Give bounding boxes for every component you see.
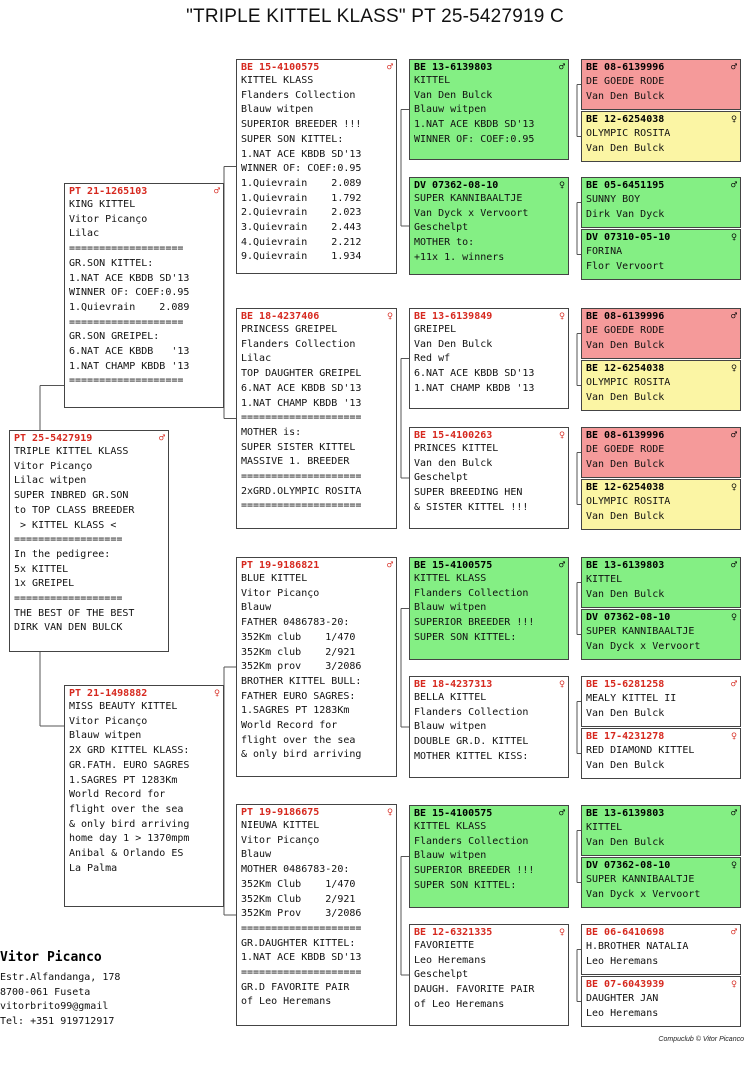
pedigree-box-mm: [236, 804, 397, 1026]
box-line: flight over the sea: [241, 734, 356, 746]
copyright-note: Compuclub © Vitor Picanco: [658, 1036, 744, 1043]
box-line: SUPER SON KITTEL:: [414, 631, 517, 643]
box-line: Lilac witpen: [14, 475, 87, 487]
box-header: [69, 185, 220, 198]
box-line: 4.Quievrain 2.212: [241, 236, 362, 248]
box-line: 2.Quievrain 2.023: [241, 207, 362, 219]
box-line: World Record for: [69, 789, 166, 801]
box-line: Blauw witpen: [414, 104, 487, 116]
ring-number: BE 08-6139996: [586, 62, 665, 73]
box-line: 352Km club 2/921: [241, 646, 356, 658]
box-header: [414, 310, 565, 323]
box-line: Van Den Bulck: [586, 91, 665, 102]
box-line: ====================: [241, 922, 362, 934]
box-line: 1.NAT ACE KBDB SD'13: [69, 272, 190, 284]
box-header: [586, 310, 737, 323]
ring-number: BE 12-6254038: [586, 363, 665, 374]
ring-number: BE 13-6139803: [586, 560, 665, 571]
pedigree-box-g13: [581, 805, 741, 856]
female-icon: ♀: [213, 688, 220, 699]
pedigree-box-g11: [581, 676, 741, 727]
box-line: 6.NAT ACE KBDB SD'13: [241, 382, 362, 394]
box-header: [586, 978, 737, 991]
pedigree-box-father: [64, 183, 224, 408]
ring-number: DV 07362-08-10: [586, 612, 671, 623]
box-header: [414, 61, 565, 74]
male-icon: ♂: [730, 180, 737, 191]
box-line: > KITTEL KLASS <: [14, 519, 117, 531]
box-line: MASSIVE 1. BREEDER: [241, 456, 350, 468]
box-line: NIEUWA KITTEL: [241, 820, 320, 831]
box-line: 5x KITTEL: [14, 563, 69, 575]
female-icon: ♀: [730, 612, 737, 623]
box-line: 1.NAT ACE KBDB SD'13: [241, 952, 362, 964]
box-line: World Record for: [241, 720, 338, 732]
box-header: [586, 807, 737, 820]
box-line: ====================: [241, 500, 362, 512]
box-line: Red wf: [414, 353, 451, 365]
box-line: Geschelpt: [414, 222, 469, 234]
box-header: [586, 678, 737, 691]
box-line: Van Den Bulck: [586, 511, 665, 522]
ring-number: BE 15-4100263: [414, 430, 493, 441]
ring-number: DV 07362-08-10: [586, 860, 671, 871]
box-header: [241, 310, 393, 323]
owner-address: Estr.Alfandanga, 178: [0, 972, 121, 983]
box-line: Vitor Picanço: [241, 587, 320, 599]
box-line: ====================: [241, 967, 362, 979]
box-line: & only bird arriving: [241, 749, 362, 761]
box-line: Vitor Picanço: [241, 834, 320, 846]
box-line: MOTHER 0486783-20:: [241, 864, 350, 876]
box-line: BELLA KITTEL: [414, 692, 487, 703]
box-line: 352Km Prov 3/2086: [241, 908, 362, 920]
box-line: ==================: [14, 534, 123, 546]
ring-number: PT 21-1265103: [69, 186, 148, 197]
male-icon: ♂: [730, 679, 737, 690]
box-line: DE GOEDE RODE: [586, 325, 665, 336]
female-icon: ♀: [558, 311, 565, 322]
pedigree-box-g12: [581, 728, 741, 779]
box-line: WINNER OF: COEF:0.95: [414, 133, 535, 145]
box-line: TOP DAUGHTER GREIPEL: [241, 368, 362, 380]
pedigree-box-ff: [236, 59, 397, 274]
female-icon: ♀: [730, 482, 737, 493]
box-header: [414, 179, 565, 192]
box-line: 1.NAT ACE KBDB SD'13: [241, 148, 362, 160]
ring-number: BE 13-6139803: [586, 808, 665, 819]
box-line: DOUBLE GR.D. KITTEL: [414, 736, 529, 748]
box-header: [241, 61, 393, 74]
box-line: 1.NAT CHAMP KBDB '13: [69, 360, 190, 372]
box-line: Vitor Picanço: [69, 213, 148, 225]
box-line: Van Dyck x Vervoort: [414, 207, 529, 219]
box-line: GR.FATH. EURO SAGRES: [69, 759, 190, 771]
box-line: +11x 1. winners: [414, 251, 505, 263]
female-icon: ♀: [386, 807, 393, 818]
box-line: GREIPEL: [414, 324, 457, 335]
box-line: H.BROTHER NATALIA: [586, 941, 689, 952]
box-line: 1x GREIPEL: [14, 578, 75, 590]
ring-number: PT 21-1498882: [69, 688, 148, 699]
box-line: 1.Quievrain 2.089: [241, 177, 362, 189]
female-icon: ♀: [730, 860, 737, 871]
box-line: home day 1 > 1370mpm: [69, 833, 190, 845]
box-line: 352Km club 1/470: [241, 631, 356, 643]
box-line: Lilac: [241, 353, 272, 365]
box-line: MEALY KITTEL II: [586, 693, 677, 704]
box-line: 6.NAT ACE KBDB '13: [69, 346, 190, 358]
male-icon: ♂: [213, 186, 220, 197]
pedigree-box-fmf: [409, 308, 569, 409]
pedigree-box-g16: [581, 976, 741, 1027]
box-line: OLYMPIC ROSITA: [586, 377, 671, 388]
box-line: GR.D FAVORITE PAIR: [241, 981, 350, 993]
ring-number: BE 12-6254038: [586, 482, 665, 493]
female-icon: ♀: [558, 679, 565, 690]
box-line: Vitor Picanço: [69, 715, 148, 727]
male-icon: ♂: [730, 927, 737, 938]
box-line: KITTEL: [586, 574, 623, 585]
box-line: MOTHER KITTEL KISS:: [414, 750, 529, 762]
pedigree-box-g1: [581, 59, 741, 110]
box-line: KING KITTEL: [69, 199, 136, 210]
pedigree-box-g8: [581, 479, 741, 530]
box-header: [241, 559, 393, 572]
box-line: SUNNY BOY: [586, 194, 641, 205]
box-header: [586, 730, 737, 743]
box-line: In the pedigree:: [14, 548, 111, 560]
ring-number: BE 13-6139803: [414, 62, 493, 73]
box-line: Blauw witpen: [241, 104, 314, 116]
pedigree-box-mmm: [409, 924, 569, 1026]
box-line: 1.NAT CHAMP KBDB '13: [241, 397, 362, 409]
male-icon: ♂: [558, 808, 565, 819]
box-header: [414, 926, 565, 939]
box-line: GR.DAUGHTER KITTEL:: [241, 937, 356, 949]
box-header: [414, 559, 565, 572]
male-icon: ♂: [386, 62, 393, 73]
box-line: DIRK VAN DEN BULCK: [14, 622, 123, 634]
box-line: KITTEL KLASS: [414, 821, 487, 832]
pedigree-box-g7: [581, 427, 741, 478]
box-line: 1.SAGRES PT 1283Km: [69, 774, 178, 786]
box-line: of Leo Heremans: [241, 996, 332, 1008]
box-line: SUPER SON KITTEL:: [414, 879, 517, 891]
box-line: ===================: [69, 375, 184, 387]
box-line: Van Dyck x Vervoort: [586, 641, 701, 652]
box-line: SUPER BREEDING HEN: [414, 487, 523, 499]
box-line: & SISTER KITTEL !!!: [414, 501, 529, 513]
ring-number: BE 17-4231278: [586, 731, 665, 742]
ring-number: BE 12-6254038: [586, 114, 665, 125]
box-line: 2xGRD.OLYMPIC ROSITA: [241, 485, 362, 497]
box-line: ===================: [69, 316, 184, 328]
box-line: 9.Quievrain 1.934: [241, 251, 362, 263]
box-header: [414, 678, 565, 691]
box-line: THE BEST OF THE BEST: [14, 607, 135, 619]
box-line: 6.NAT ACE KBDB SD'13: [414, 368, 535, 380]
ring-number: BE 18-4237406: [241, 311, 320, 322]
box-line: Van Den Bulck: [414, 89, 493, 101]
box-line: DE GOEDE RODE: [586, 444, 665, 455]
pedigree-box-fm: [236, 308, 397, 529]
box-line: Van Den Bulck: [586, 760, 665, 771]
pedigree-box-main: [9, 430, 169, 652]
box-line: MOTHER is:: [241, 426, 302, 438]
box-line: KITTEL KLASS: [241, 75, 314, 86]
box-line: Van Den Bulck: [586, 392, 665, 403]
ring-number: PT 19-9186675: [241, 807, 320, 818]
pedigree-box-g3: [581, 177, 741, 228]
box-header: [586, 559, 737, 572]
box-line: DAUGHTER JAN: [586, 993, 659, 1004]
male-icon: ♂: [730, 430, 737, 441]
male-icon: ♂: [730, 311, 737, 322]
box-line: KITTEL KLASS: [414, 573, 487, 584]
box-line: Blauw witpen: [414, 602, 487, 614]
box-line: SUPER SISTER KITTEL: [241, 441, 356, 453]
box-line: Geschelpt: [414, 969, 469, 981]
pedigree-box-g4: [581, 229, 741, 280]
ring-number: PT 19-9186821: [241, 560, 320, 571]
box-line: OLYMPIC ROSITA: [586, 496, 671, 507]
box-header: [586, 179, 737, 192]
box-line: Flanders Collection: [241, 89, 356, 101]
box-header: [586, 113, 737, 126]
ring-number: BE 15-4100575: [414, 560, 493, 571]
box-line: KITTEL: [586, 822, 623, 833]
box-header: [586, 429, 737, 442]
ring-number: BE 05-6451195: [586, 180, 665, 191]
box-line: ====================: [241, 471, 362, 483]
box-line: Van Den Bulck: [586, 459, 665, 470]
male-icon: ♂: [730, 808, 737, 819]
box-line: Van den Bulck: [414, 457, 493, 469]
box-line: Leo Heremans: [414, 954, 487, 966]
male-icon: ♂: [558, 560, 565, 571]
box-line: DAUGH. FAVORITE PAIR: [414, 984, 535, 996]
box-line: FATHER EURO SAGRES:: [241, 690, 356, 702]
box-line: 352Km Club 2/921: [241, 893, 356, 905]
box-line: Flanders Collection: [414, 835, 529, 847]
box-line: FATHER 0486783-20:: [241, 617, 350, 629]
box-line: MISS BEAUTY KITTEL: [69, 701, 178, 712]
box-line: MOTHER to:: [414, 237, 475, 249]
box-line: Flanders Collection: [414, 587, 529, 599]
box-line: Dirk Van Dyck: [586, 209, 665, 220]
box-line: Flor Vervoort: [586, 261, 665, 272]
box-line: Blauw witpen: [69, 730, 142, 742]
male-icon: ♂: [558, 62, 565, 73]
pedigree-box-mother: [64, 685, 224, 907]
box-line: GR.SON KITTEL:: [69, 257, 154, 269]
owner-email: vitorbrito99@gmail: [0, 1001, 109, 1012]
box-line: Blauw witpen: [414, 721, 487, 733]
pedigree-box-g10: [581, 609, 741, 660]
female-icon: ♀: [730, 731, 737, 742]
box-line: & only bird arriving: [69, 818, 190, 830]
box-line: 2X GRD KITTEL KLASS:: [69, 745, 190, 757]
box-line: RED DIAMOND KITTEL: [586, 745, 695, 756]
box-line: PRINCES KITTEL: [414, 443, 499, 454]
box-line: 352Km Club 1/470: [241, 878, 356, 890]
box-line: Van Den Bulck: [414, 338, 493, 350]
box-line: Flanders Collection: [241, 338, 356, 350]
box-line: SUPERIOR BREEDER !!!: [414, 865, 535, 877]
box-line: 352Km prov 3/2086: [241, 661, 362, 673]
box-line: 1.SAGRES PT 1283Km: [241, 705, 350, 717]
box-line: WINNER OF: COEF:0.95: [241, 163, 362, 175]
box-line: ==================: [14, 593, 123, 605]
box-header: [414, 807, 565, 820]
box-line: DE GOEDE RODE: [586, 76, 665, 87]
box-line: 1.NAT CHAMP KBDB '13: [414, 382, 535, 394]
box-line: KITTEL: [414, 75, 451, 86]
box-line: WINNER OF: COEF:0.95: [69, 287, 190, 299]
box-line: BLUE KITTEL: [241, 573, 308, 584]
box-line: Geschelpt: [414, 472, 469, 484]
box-line: Van Den Bulck: [586, 589, 665, 600]
box-line: 3.Quievrain 2.443: [241, 222, 362, 234]
box-line: SUPERIOR BREEDER !!!: [414, 617, 535, 629]
owner-postcode: 8700-061 Fuseta: [0, 986, 91, 998]
male-icon: ♂: [158, 433, 165, 444]
pedigree-box-mff: [409, 557, 569, 660]
ring-number: DV 07362-08-10: [414, 180, 499, 191]
female-icon: ♀: [730, 363, 737, 374]
box-line: Lilac: [69, 228, 100, 240]
pedigree-title: "TRIPLE KITTEL KLASS" PT 25-5427919 C: [186, 6, 564, 27]
ring-number: BE 13-6139849: [414, 311, 493, 322]
female-icon: ♀: [730, 114, 737, 125]
ring-number: DV 07310-05-10: [586, 232, 671, 243]
ring-number: BE 12-6321335: [414, 927, 493, 938]
box-line: OLYMPIC ROSITA: [586, 128, 671, 139]
box-line: Blauw: [241, 849, 272, 861]
ring-number: BE 15-4100575: [241, 62, 320, 73]
box-line: Flanders Collection: [414, 706, 529, 718]
box-line: Anibal & Orlando ES: [69, 848, 184, 860]
box-header: [586, 61, 737, 74]
ring-number: BE 08-6139996: [586, 430, 665, 441]
box-line: SUPER SON KITTEL:: [241, 133, 344, 145]
pedigree-box-mfm: [409, 676, 569, 778]
female-icon: ♀: [558, 180, 565, 191]
box-line: SUPER KANNIBAALTJE: [586, 874, 695, 885]
box-line: Van Den Bulck: [586, 708, 665, 719]
box-line: TRIPLE KITTEL KLASS: [14, 446, 129, 457]
box-header: [586, 611, 737, 624]
box-line: La Palma: [69, 862, 118, 874]
pedigree-box-g5: [581, 308, 741, 359]
box-line: Blauw: [241, 602, 272, 614]
female-icon: ♀: [730, 979, 737, 990]
ring-number: BE 15-6281258: [586, 679, 665, 690]
box-header: [69, 687, 220, 700]
ring-number: BE 08-6139996: [586, 311, 665, 322]
box-header: [586, 926, 737, 939]
pedigree-box-mmf: [409, 805, 569, 908]
box-line: of Leo Heremans: [414, 998, 505, 1010]
pedigree-box-ffm: [409, 177, 569, 275]
box-header: [241, 806, 393, 819]
owner-name: Vitor Picanco: [0, 950, 102, 965]
box-line: 1.Quievrain 2.089: [69, 301, 190, 313]
ring-number: BE 18-4237313: [414, 679, 493, 690]
owner-info: [0, 950, 230, 1029]
male-icon: ♂: [730, 62, 737, 73]
box-line: Van Den Bulck: [586, 143, 665, 154]
box-line: Vitor Picanço: [14, 460, 93, 472]
pedigree-box-g14: [581, 857, 741, 908]
box-line: Van Dyck x Vervoort: [586, 889, 701, 900]
male-icon: ♂: [386, 560, 393, 571]
ring-number: BE 07-6043939: [586, 979, 665, 990]
box-header: [414, 429, 565, 442]
box-header: [586, 362, 737, 375]
pedigree-box-g15: [581, 924, 741, 975]
box-line: Leo Heremans: [586, 1008, 659, 1019]
box-line: Leo Heremans: [586, 956, 659, 967]
pedigree-box-fmm: [409, 427, 569, 529]
box-line: SUPER INBRED GR.SON: [14, 490, 129, 502]
male-icon: ♂: [730, 560, 737, 571]
box-line: 1.NAT ACE KBDB SD'13: [414, 119, 535, 131]
box-line: SUPER KANNIBAALTJE: [414, 193, 523, 204]
box-line: SUPERIOR BREEDER !!!: [241, 119, 362, 131]
box-header: [586, 859, 737, 872]
box-line: PRINCESS GREIPEL: [241, 324, 338, 335]
box-line: ====================: [241, 412, 362, 424]
box-line: 1.Quievrain 1.792: [241, 192, 362, 204]
female-icon: ♀: [558, 430, 565, 441]
pedigree-box-g2: [581, 111, 741, 162]
box-line: Van Den Bulck: [586, 340, 665, 351]
pedigree-box-fff: [409, 59, 569, 160]
pedigree-box-mf: [236, 557, 397, 777]
box-line: ===================: [69, 243, 184, 255]
box-line: Blauw witpen: [414, 850, 487, 862]
female-icon: ♀: [386, 311, 393, 322]
pedigree-box-g6: [581, 360, 741, 411]
ring-number: BE 15-4100575: [414, 808, 493, 819]
box-line: Van Den Bulck: [586, 837, 665, 848]
box-line: to TOP CLASS BREEDER: [14, 504, 135, 516]
female-icon: ♀: [730, 232, 737, 243]
box-header: [586, 231, 737, 244]
box-line: flight over the sea: [69, 803, 184, 815]
ring-number: BE 06-6410698: [586, 927, 665, 938]
box-header: [586, 481, 737, 494]
ring-number: PT 25-5427919: [14, 433, 93, 444]
owner-phone: Tel: +351 919712917: [0, 1015, 115, 1027]
pedigree-box-g9: [581, 557, 741, 608]
box-line: FAVORIETTE: [414, 940, 475, 951]
female-icon: ♀: [558, 927, 565, 938]
box-line: FORINA: [586, 246, 623, 257]
box-line: SUPER KANNIBAALTJE: [586, 626, 695, 637]
box-header: [14, 432, 165, 445]
box-line: GR.SON GREIPEL:: [69, 331, 160, 343]
box-line: BROTHER KITTEL BULL:: [241, 675, 362, 687]
